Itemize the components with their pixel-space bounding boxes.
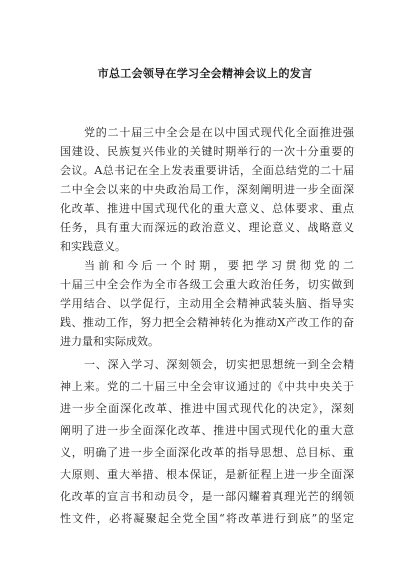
paragraph-line: 和实践意义。 bbox=[60, 240, 126, 253]
paragraph-line: 国建设、民族复兴伟业的关键时期举行的一次十分重要的 bbox=[60, 145, 354, 158]
paragraph-line: 化改革、推进中国式现代化的重大意义、总体要求、重点 bbox=[60, 202, 354, 215]
paragraph-line: 义，明确了进一步全面深化改革的指导思想、总目标、重 bbox=[60, 446, 354, 459]
paragraph-line: 践、推动工作，努力把全会精神转化为推动X产改工作的奋 bbox=[60, 316, 354, 329]
paragraph-line: 当前和今后一个时期，要把学习贯彻党的二 bbox=[84, 259, 354, 272]
paragraph-line: 十届三中全会作为全市各级工会重大政治任务，切实做到 bbox=[60, 278, 354, 291]
paragraph-line: 大原则、重大举措、根本保证，是新征程上进一步全面深 bbox=[60, 468, 354, 481]
paragraph-line: 神上来。党的二十届三中全会审议通过的《中共中央关于 bbox=[60, 380, 354, 393]
paragraph-line: 一、深入学习、深刻领会，切实把思想统一到全会精 bbox=[84, 358, 354, 371]
paragraph-line: 二中全会以来的中央政治局工作，深刻阐明进一步全面深 bbox=[60, 183, 354, 196]
document-title: 市总工会领导在学习全会精神会议上的发言 bbox=[97, 67, 313, 80]
paragraph-line: 进一步全面深化改革、推进中国式现代化的决定》，深刻 bbox=[60, 402, 354, 415]
paragraph-line: 会议。A总书记在全上发表重要讲话，全面总结党的二十届 bbox=[60, 164, 354, 177]
paragraph-line: 学用结合、以学促行，主动用全会精神武装头脑、指导实 bbox=[60, 297, 354, 310]
paragraph-line: 进力量和实际成效。 bbox=[60, 335, 159, 348]
paragraph-line: 阐明了进一步全面深化改革、推进中国式现代化的重大意 bbox=[60, 424, 354, 437]
paragraph-line: 党的二十届三中全会是在以中国式现代化全面推进强 bbox=[84, 126, 354, 139]
paragraph-line: 化改革的宣言书和动员令，是一部闪耀着真理光芒的纲领 bbox=[60, 490, 354, 503]
paragraph-line: 性文件，必将凝聚起全党全国“将改革进行到底”的坚定 bbox=[60, 512, 354, 525]
paragraph-line: 任务，具有重大而深远的政治意义、理论意义、战略意义 bbox=[60, 221, 354, 234]
